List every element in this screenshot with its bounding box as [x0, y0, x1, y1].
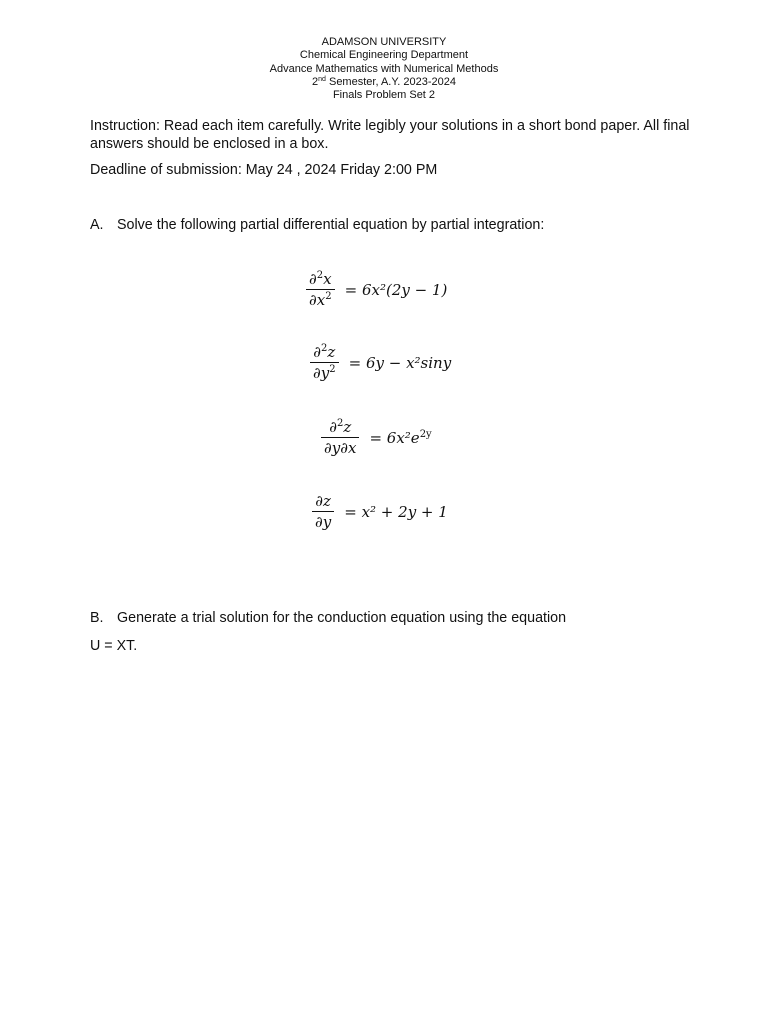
course-title: Advance Mathematics with Numerical Methods: [269, 62, 499, 75]
equation-4-denominator: ∂y: [315, 513, 332, 531]
semester-line: [0, 76, 768, 89]
semester-rest: Semester, A.Y. 2023-2024: [325, 75, 456, 88]
equation-3: [321, 418, 432, 457]
fraction-bar: [310, 362, 339, 363]
equation-4-numerator: ∂z: [315, 492, 331, 510]
section-b: [90, 609, 690, 655]
equation-1: [306, 270, 447, 309]
section-b-label: B.: [90, 610, 104, 626]
equation-2: [310, 343, 451, 382]
problem-set-title: Finals Problem Set 2: [332, 89, 436, 102]
equation-2-rhs: = 6y − x²siny: [348, 353, 452, 372]
equation-4-rhs: = x² + 2y + 1: [344, 502, 448, 521]
instruction-text: Instruction: Read each item carefully. Write legibly your solutions in a short bond paper. All final answers should be enclosed in a box.: [90, 118, 690, 152]
deadline-text: Deadline of submission: May 24 , 2024 Friday 2:00 PM: [90, 162, 438, 178]
university-name: ADAMSON UNIVERSITY: [321, 36, 447, 48]
semester-ordinal: 2: [312, 75, 319, 88]
equation-1-rhs: = 6x²(2y − 1): [344, 280, 448, 299]
section-b-line-2: U = XT.: [90, 638, 138, 654]
equation-3-rhs: = $6x^2e^{2y}$: [369, 428, 432, 447]
document-header: [0, 36, 768, 102]
equation-3-fraction: [321, 418, 359, 457]
equation-3-numerator: ∂$^2$z: [329, 418, 352, 436]
section-a: [90, 216, 690, 234]
equation-1-fraction: [306, 270, 335, 309]
department-name: Chemical Engineering Department: [299, 49, 469, 62]
equation-3-denominator: ∂y∂x: [324, 439, 357, 457]
fraction-bar: [306, 289, 335, 290]
equation-4-fraction: [312, 492, 334, 531]
equation-4: [312, 492, 448, 531]
equation-2-denominator: $\partial y^2$: [313, 364, 336, 382]
section-b-line-1: [90, 609, 690, 627]
section-a-label: A.: [90, 217, 104, 233]
semester-suffix: nd: [318, 75, 326, 83]
equation-2-fraction: [310, 343, 339, 382]
section-a-text: Solve the following partial differential equation by partial integration:: [117, 217, 545, 233]
section-b-text: Generate a trial solution for the conduction equation using the equation: [117, 610, 567, 626]
fraction-bar: [321, 437, 359, 438]
equation-2-numerator: ∂$^2$z: [313, 343, 336, 361]
equation-1-numerator: ∂$^2$x: [309, 270, 332, 288]
fraction-bar: [312, 511, 334, 512]
equation-1-denominator: $\partial x^2$: [309, 291, 332, 309]
